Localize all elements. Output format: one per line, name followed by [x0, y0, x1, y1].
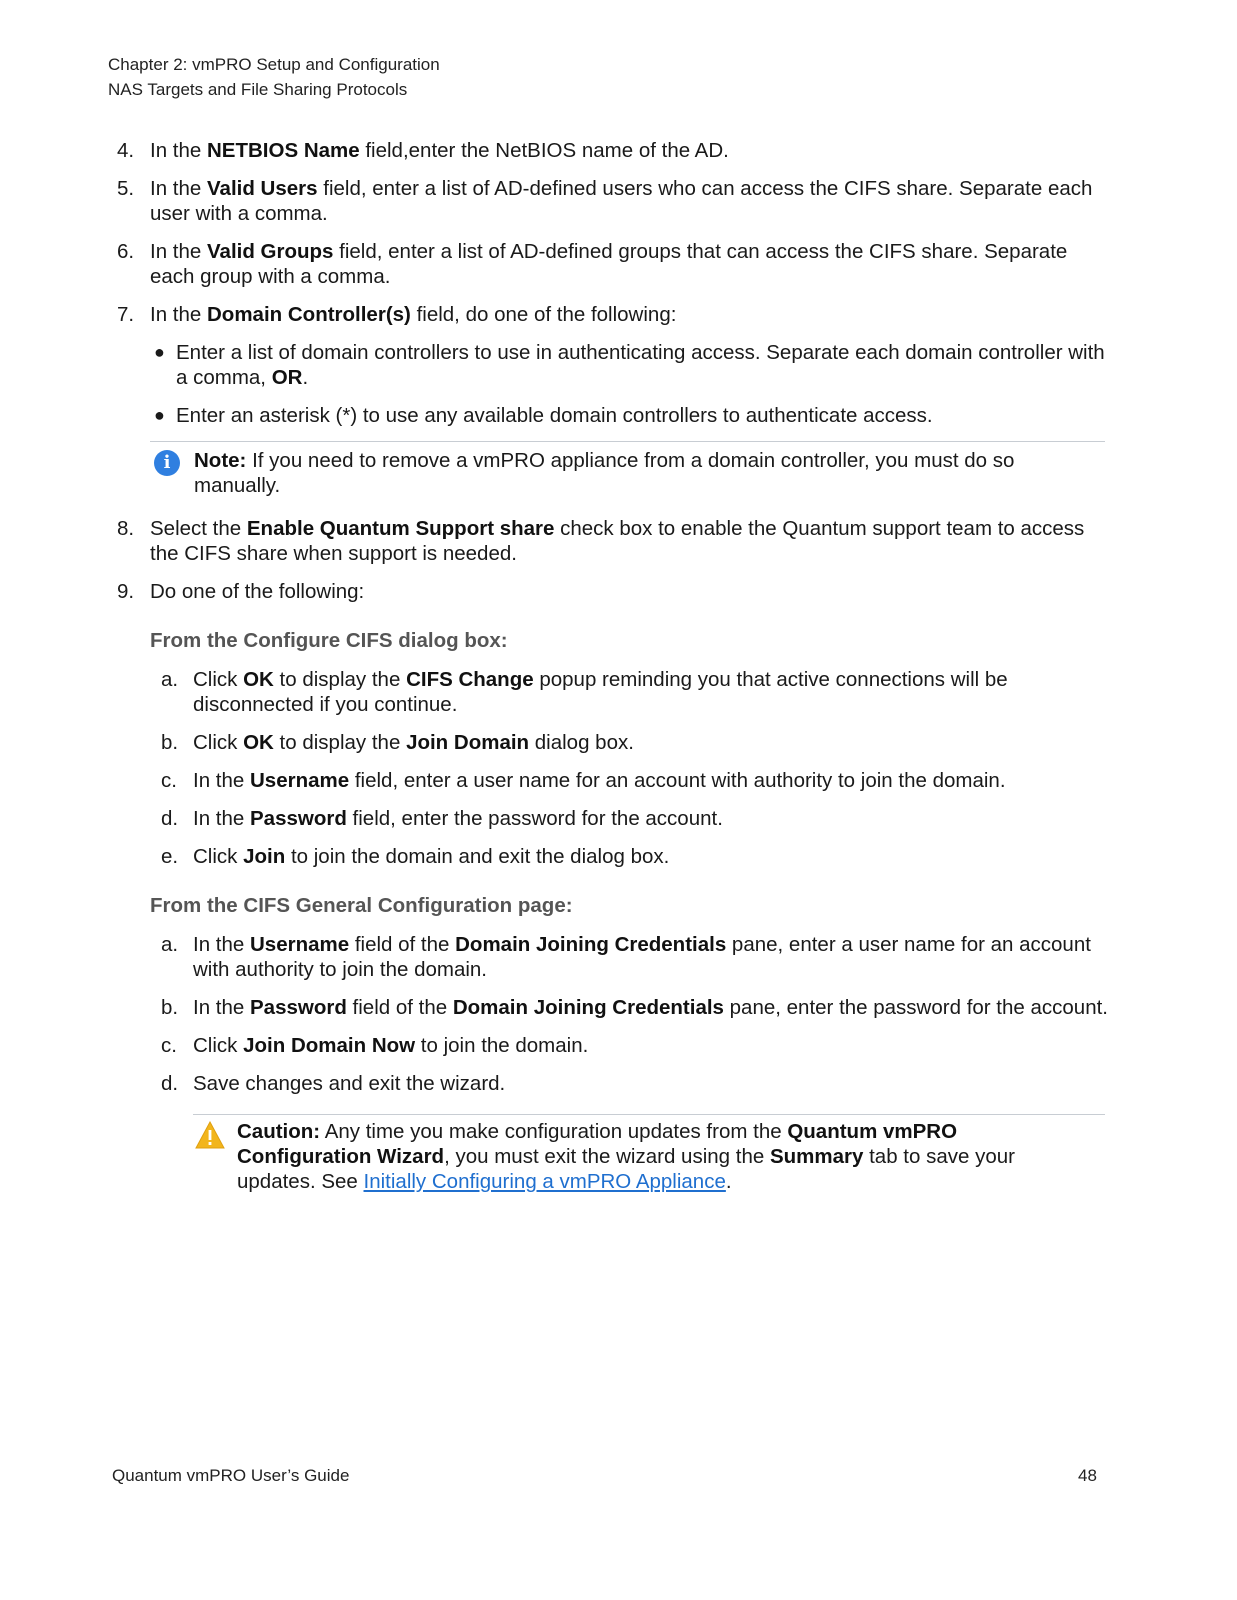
- caution-label: Caution:: [237, 1120, 321, 1143]
- substep: c. In the Username field, enter a user name for an account with authority to join the domain.: [161, 769, 1006, 792]
- chapter-title: Chapter 2: vmPRO Setup and Configuration: [108, 55, 440, 74]
- bullet-item: ● Enter an asterisk (*) to use any available domain controllers to authenticate access.: [154, 404, 933, 427]
- step-6: 6. In the Valid Groups field, enter a list of AD-defined groups that can access the CIFS share. Separate each group with a comma.: [117, 240, 1068, 288]
- substep: a. In the Username field of the Domain Joining Credentials pane, enter a user name for an account with authority to join the domain.: [161, 933, 1091, 981]
- section-title: NAS Targets and File Sharing Protocols: [108, 80, 408, 99]
- step-4: 4. In the NETBIOS Name field,enter the NetBIOS name of the AD.: [117, 139, 729, 162]
- cifs-dialog-heading: From the Configure CIFS dialog box:: [150, 629, 508, 652]
- warning-icon: [195, 1121, 225, 1149]
- substep: b. Click OK to display the Join Domain dialog box.: [161, 731, 634, 754]
- substep: d. Save changes and exit the wizard.: [161, 1072, 506, 1095]
- initially-configuring-link[interactable]: Initially Configuring a vmPRO Appliance: [363, 1170, 726, 1193]
- bullet-item: ● Enter a list of domain controllers to use in authenticating access. Separate each domain controller with a comma, OR.: [154, 341, 1105, 389]
- bullet-icon: ●: [154, 405, 165, 425]
- substep: a. Click OK to display the CIFS Change popup reminding you that active connections will be disconnected if you continue.: [161, 668, 1008, 716]
- step-9: 9. Do one of the following:: [117, 580, 365, 603]
- cifs-page-heading: From the CIFS General Configuration page:: [150, 894, 573, 917]
- caution-box: Caution: Any time you make configuration updates from the Quantum vmPRO Configuration Wizard, you must exit the wizard using the Summary tab to save your updates. See Initially Configuring a vmPRO Appliance.: [193, 1114, 1105, 1194]
- step-5: 5. In the Valid Users field, enter a list of AD-defined users who can access the CIFS share. Separate each user with a comma.: [117, 177, 1093, 225]
- step-8: 8. Select the Enable Quantum Support share check box to enable the Quantum support team to access the CIFS share when support is needed.: [117, 517, 1085, 565]
- substep: d. In the Password field, enter the password for the account.: [161, 807, 723, 830]
- footer-guide-title: Quantum vmPRO User’s Guide: [112, 1466, 350, 1485]
- page-body: [0, 138, 1237, 1194]
- substep: b. In the Password field of the Domain Joining Credentials pane, enter the password for the account.: [161, 996, 1108, 1019]
- note-label: Note:: [194, 449, 247, 472]
- info-icon: i: [154, 450, 180, 476]
- substep: e. Click Join to join the domain and exit the dialog box.: [161, 845, 670, 868]
- step-7: 7. In the Domain Controller(s) field, do one of the following:: [117, 303, 677, 326]
- note-text: If you need to remove a vmPRO appliance from a domain controller, you must do so manually.: [194, 449, 1015, 497]
- page-number: 48: [1078, 1466, 1097, 1485]
- running-header: [108, 52, 440, 102]
- bullet-icon: ●: [154, 342, 165, 362]
- note-box: [150, 441, 1105, 498]
- substep: c. Click Join Domain Now to join the domain.: [161, 1034, 589, 1057]
